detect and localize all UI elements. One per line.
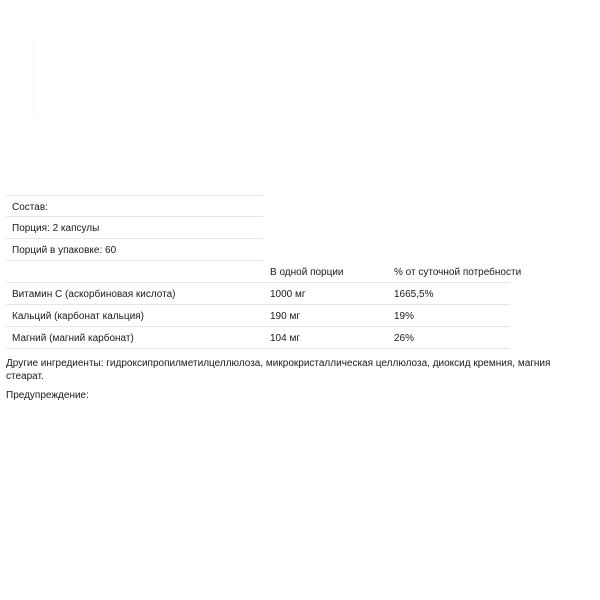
nutrient-daily-value: 19%: [394, 311, 415, 322]
nutrient-amount: 190 мг: [270, 311, 300, 322]
nutrient-name: Витамин С (аскорбиновая кислота): [12, 289, 176, 300]
composition-title-row: [6, 195, 263, 217]
nutrient-name: Магний (магний карбонат): [12, 333, 134, 344]
header-daily-value: % от суточной потребности: [394, 267, 522, 278]
nutrient-amount: 104 мг: [270, 333, 300, 344]
table-header-row: [6, 261, 522, 283]
serving-size-row: [6, 217, 263, 239]
servings-per-pack: Порций в упаковке: 60: [12, 245, 117, 256]
nutrient-amount: 1000 мг: [270, 289, 306, 300]
supplement-facts-table: [6, 195, 522, 349]
table-row: [6, 305, 510, 327]
header-per-serving: В одной порции: [270, 267, 344, 278]
nutrient-daily-value: 1665,5%: [394, 289, 434, 300]
other-ingredients: Другие ингредиенты: гидроксипропилметилцеллюлоза, микрокристаллическая целлюлоза, диоксид кремния, магния стеарат.: [6, 358, 551, 382]
nutrient-name: Кальций (карбонат кальция): [12, 311, 144, 322]
decorative-divider: [33, 38, 34, 116]
serving-size: Порция: 2 капсулы: [12, 223, 100, 234]
table-row: [6, 283, 510, 305]
table-row: [6, 327, 510, 349]
warning-heading: Предупреждение:: [6, 390, 89, 401]
nutrient-daily-value: 26%: [394, 333, 415, 344]
servings-per-pack-row: [6, 239, 263, 261]
composition-title: Состав:: [12, 202, 48, 213]
